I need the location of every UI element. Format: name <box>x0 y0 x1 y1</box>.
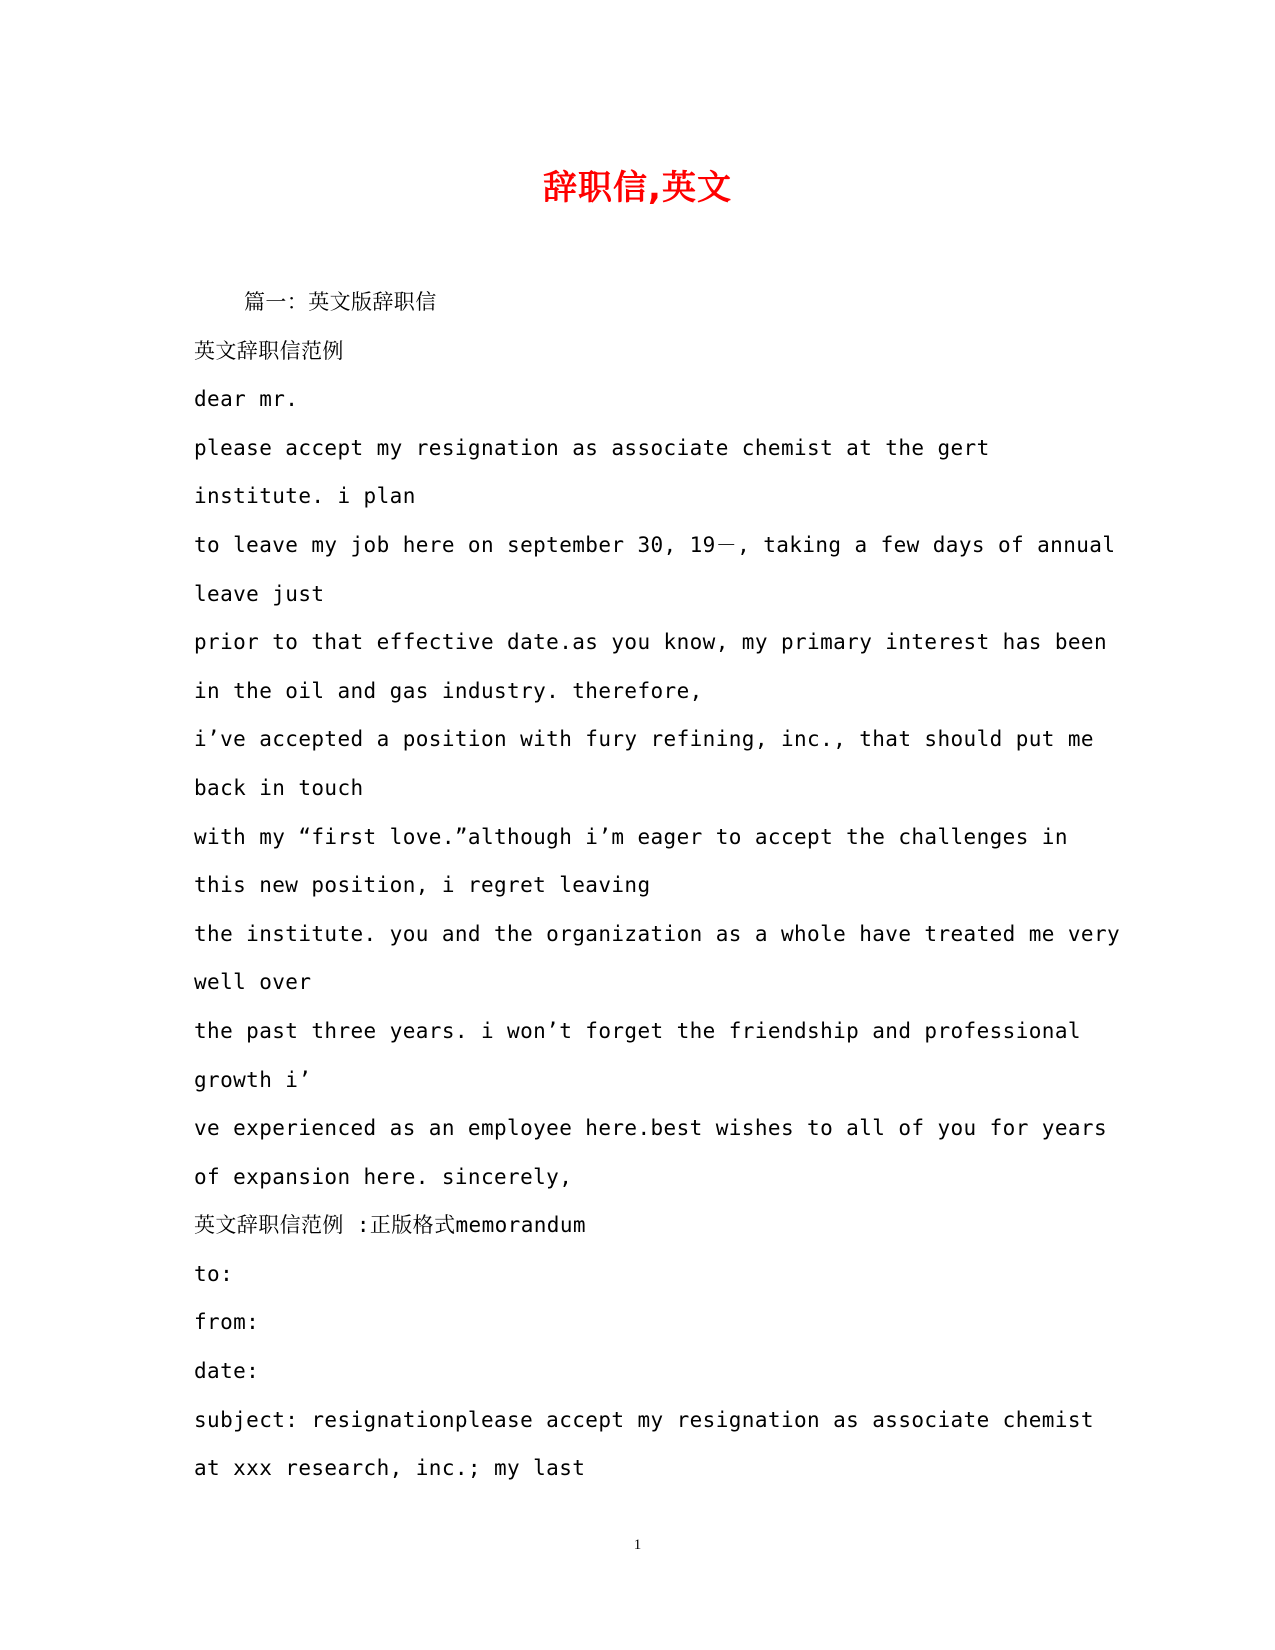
body-line: the institute. you and the organization as a whole have treated me very <box>194 921 1121 946</box>
subheading: 英文辞职信范例 :正版格式memorandum <box>194 1213 586 1238</box>
body-line: dear mr. <box>194 387 299 412</box>
memo-field-from: from: <box>194 1310 260 1335</box>
memo-field-date: date: <box>194 1359 260 1384</box>
body-line: well over <box>194 970 312 995</box>
body-line: institute. i plan <box>194 484 416 509</box>
body-line: at xxx research, inc.; my last <box>194 1456 586 1481</box>
body-line: back in touch <box>194 775 364 800</box>
document-body <box>194 278 1121 1493</box>
memo-field-subject: subject: resignationplease accept my resignation as associate chemist <box>194 1407 1094 1432</box>
body-line: of expansion here. sincerely, <box>194 1164 573 1189</box>
body-line: growth i’ <box>194 1067 312 1092</box>
page-number: 1 <box>633 1537 642 1553</box>
body-line: i’ve accepted a position with fury refining, inc., that should put me <box>194 727 1094 752</box>
subheading: 英文辞职信范例 <box>194 338 344 363</box>
body-line: ve experienced as an employee here.best wishes to all of you for years <box>194 1116 1108 1141</box>
section-heading: 篇一：英文版辞职信 <box>244 290 437 314</box>
document-title: 辞职信,英文 <box>543 168 732 208</box>
memo-field-to: to: <box>194 1261 234 1286</box>
body-line: prior to that effective date.as you know, my primary interest has been <box>194 630 1108 655</box>
body-line: this new position, i regret leaving <box>194 873 651 898</box>
body-line: in the oil and gas industry. therefore, <box>194 678 703 703</box>
body-line: the past three years. i won’t forget the friendship and professional <box>194 1018 1081 1043</box>
body-line: please accept my resignation as associate chemist at the gert <box>194 435 990 460</box>
body-line: with my “first love.”although i’m eager to accept the challenges in <box>194 824 1068 849</box>
body-line: leave just <box>194 581 325 606</box>
body-line: to leave my job here on september 30, 19－, taking a few days of annual <box>194 532 1116 557</box>
